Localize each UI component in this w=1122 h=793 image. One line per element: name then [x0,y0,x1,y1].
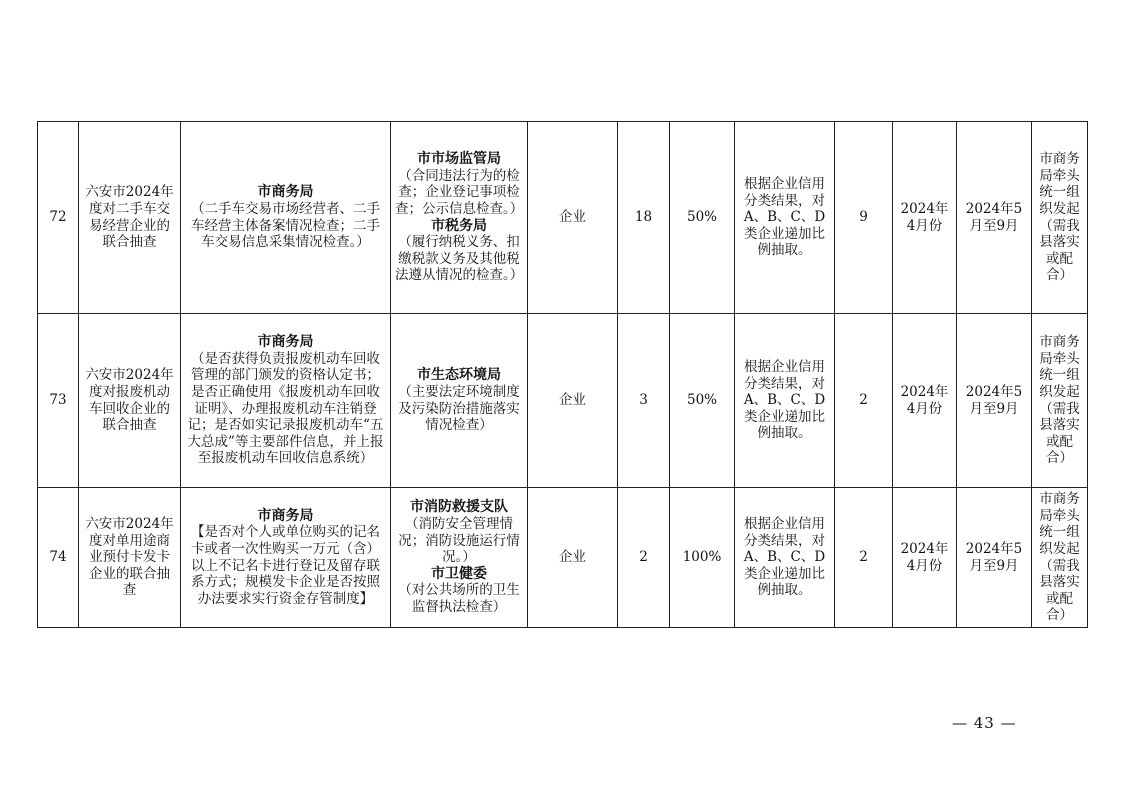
inspection-plan-table [37,121,1088,628]
remark: 市商务局牵头统一组织发起（需我县落实或配合） [1032,488,1088,628]
page-number: — 43 — [952,714,1017,732]
lead-department-cell [181,314,391,488]
coop-department: 市税务局 [431,217,487,234]
task-name: 六安市2024年度对单用途商业预付卡发卡企业的联合抽查 [79,488,181,628]
row-number: 72 [38,122,79,314]
sampling-method: 根据企业信用分类结果，对A、B、C、D类企业递加比例抽取。 [735,488,835,628]
coop-department: 市生态环境局 [417,367,501,384]
coop-items: （主要法定环境制度及污染防治措施落实情况检查） [398,383,520,434]
inspection-target: 企业 [528,314,618,488]
task-name: 六安市2024年度对报废机动车回收企业的联合抽查 [79,314,181,488]
task-name: 六安市2024年度对二手车交易经营企业的联合抽查 [79,122,181,314]
target-count: 2 [618,488,670,628]
start-time: 2024年4月份 [893,488,957,628]
lead-items: （是否获得负责报废机动车回收管理的部门颁发的资格认定书；是否正确使用《报废机动车回收证明》、办理报废机动车注销登记；是否如实记录报废机动车“五大总成”等主要部件信息，并上报至报废机动车回收信息系统） [187,350,384,467]
table-row [38,488,1088,628]
sampling-method: 根据企业信用分类结果，对A、B、C、D类企业递加比例抽取。 [735,122,835,314]
sampling-ratio: 100% [670,488,735,628]
sampling-method: 根据企业信用分类结果，对A、B、C、D类企业递加比例抽取。 [735,314,835,488]
start-time: 2024年4月份 [893,314,957,488]
coop-items: （对公共场所的卫生监督执法检查） [398,582,520,615]
sampling-ratio: 50% [670,122,735,314]
coop-items: （合同违法行为的检查；企业登记事项检查；公示信息检查。） [395,167,524,217]
sample-count: 9 [835,122,893,314]
sample-count: 2 [835,314,893,488]
inspection-target: 企业 [528,488,618,628]
sampling-ratio: 50% [670,314,735,488]
row-number: 74 [38,488,79,628]
implementation-period: 2024年5月至9月 [957,122,1032,314]
coop-department: 市消防救援支队 [410,499,508,516]
coop-items: （消防安全管理情况；消防设施运行情况。） [398,516,520,566]
remark: 市商务局牵头统一组织发起（需我县落实或配合） [1032,122,1088,314]
coop-items: （履行纳税义务、扣缴税款义务及其他税法遵从情况的检查。） [395,234,524,284]
implementation-period: 2024年5月至9月 [957,488,1032,628]
lead-items: （二手车交易市场经营者、二手车经营主体备案情况检查；二手车交易信息采集情况检查。） [191,200,380,251]
lead-department-cell [181,122,391,314]
table-row [38,122,1088,314]
cooperating-departments-cell [391,122,528,314]
cooperating-departments-cell [391,488,528,628]
remark: 市商务局牵头统一组织发起（需我县落实或配合） [1032,314,1088,488]
lead-department: 市商务局 [257,507,314,524]
cooperating-departments-cell [391,314,528,488]
coop-department: 市市场监管局 [417,151,501,168]
coop-department: 市卫健委 [431,565,487,582]
inspection-target: 企业 [528,122,618,314]
row-number: 73 [38,314,79,488]
lead-department: 市商务局 [257,184,314,201]
sample-count: 2 [835,488,893,628]
implementation-period: 2024年5月至9月 [957,314,1032,488]
start-time: 2024年4月份 [893,122,957,314]
target-count: 3 [618,314,670,488]
table-row [38,314,1088,488]
target-count: 18 [618,122,670,314]
lead-department: 市商务局 [257,334,314,351]
lead-items: 【是否对个人或单位购买的记名卡或者一次性购买一万元（含）以上不记名卡进行登记及留存联系方式；规模发卡企业是否按照办法要求实行资金存管制度】 [191,524,380,607]
lead-department-cell [181,488,391,628]
